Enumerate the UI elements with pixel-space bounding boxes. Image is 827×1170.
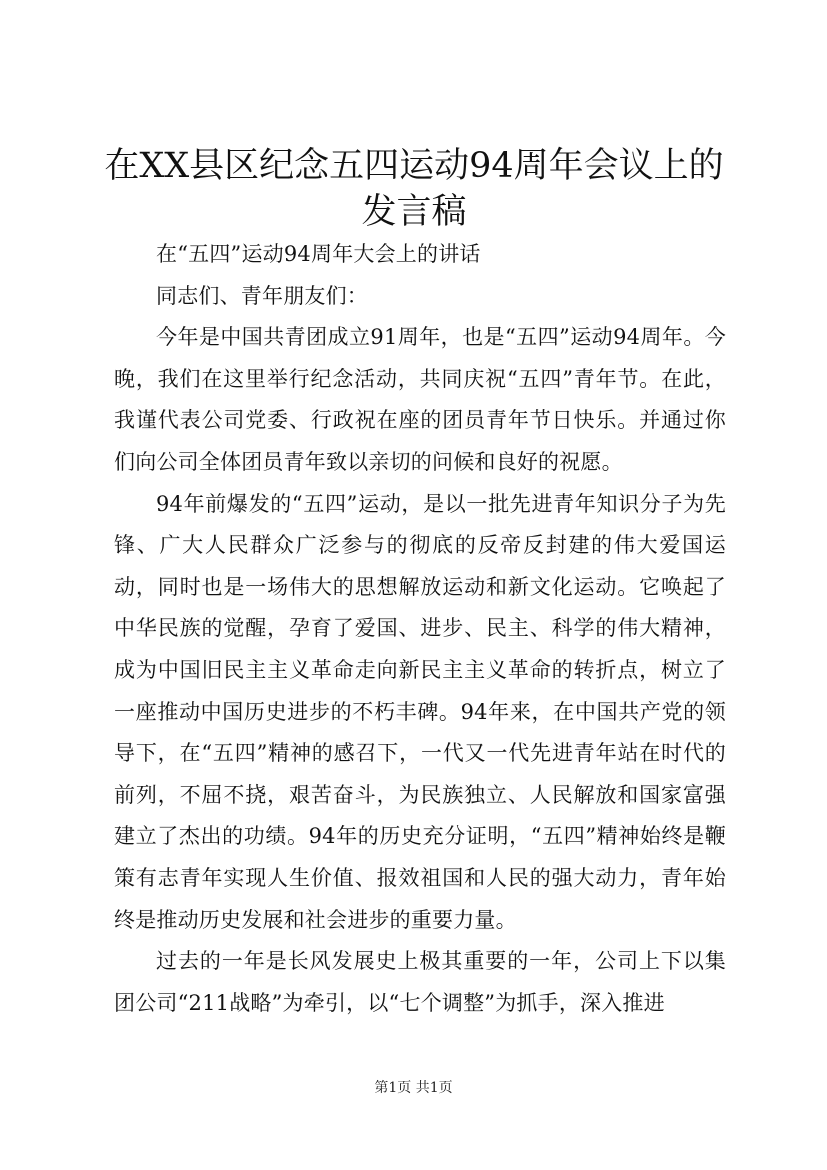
salutation: 同志们、青年朋友们：: [156, 283, 368, 308]
document-body: [114, 234, 726, 1024]
speech-heading: 在“五四”运动94周年大会上的讲话: [156, 242, 481, 266]
document-title: 在XX县区纪念五四运动94周年会议上的发言稿: [104, 146, 724, 232]
paragraph-past-year: 过去的一年是长风发展史上极其重要的一年，公司上下以集团公司“211战略”为牵引，以“七个调整”为抓手，深入推进: [114, 949, 726, 1015]
paragraph-history: 94年前爆发的“五四”运动，是以一批先进青年知识分子为先锋、广大人民群众广泛参与的彻底的反帝反封建的伟大爱国运动，同时也是一场伟大的思想解放运动和新文化运动。它唤起了中华民族的觉醒，孕育了爱国、进步、民主、科学的伟大精神，成为中国旧民主主义革命走向新民主主义革命的转折点，树立了一座推动中国历史进步的不朽丰碑。94年来，在中国共产党的领导下，在“五四”精神的感召下，一代又一代先进青年站在时代的前列，不屈不挠，艰苦奋斗，为民族独立、人民解放和国家富强建立了杰出的功绩。94年的历史充分证明，“五四”精神始终是鞭策有志青年实现人生价值、报效祖国和人民的强大动力，青年始终是推动历史发展和社会进步的重要力量。: [114, 491, 726, 932]
page-number-footer: 第1页 共1页: [374, 1080, 453, 1096]
paragraph-anniversary: 今年是中国共青团成立91周年，也是“五四”运动94周年。今晚，我们在这里举行纪念活动，共同庆祝“五四”青年节。在此，我谨代表公司党委、行政祝在座的团员青年节日快乐。并通过你们向公司全体团员青年致以亲切的问候和良好的祝愿。: [114, 325, 726, 474]
